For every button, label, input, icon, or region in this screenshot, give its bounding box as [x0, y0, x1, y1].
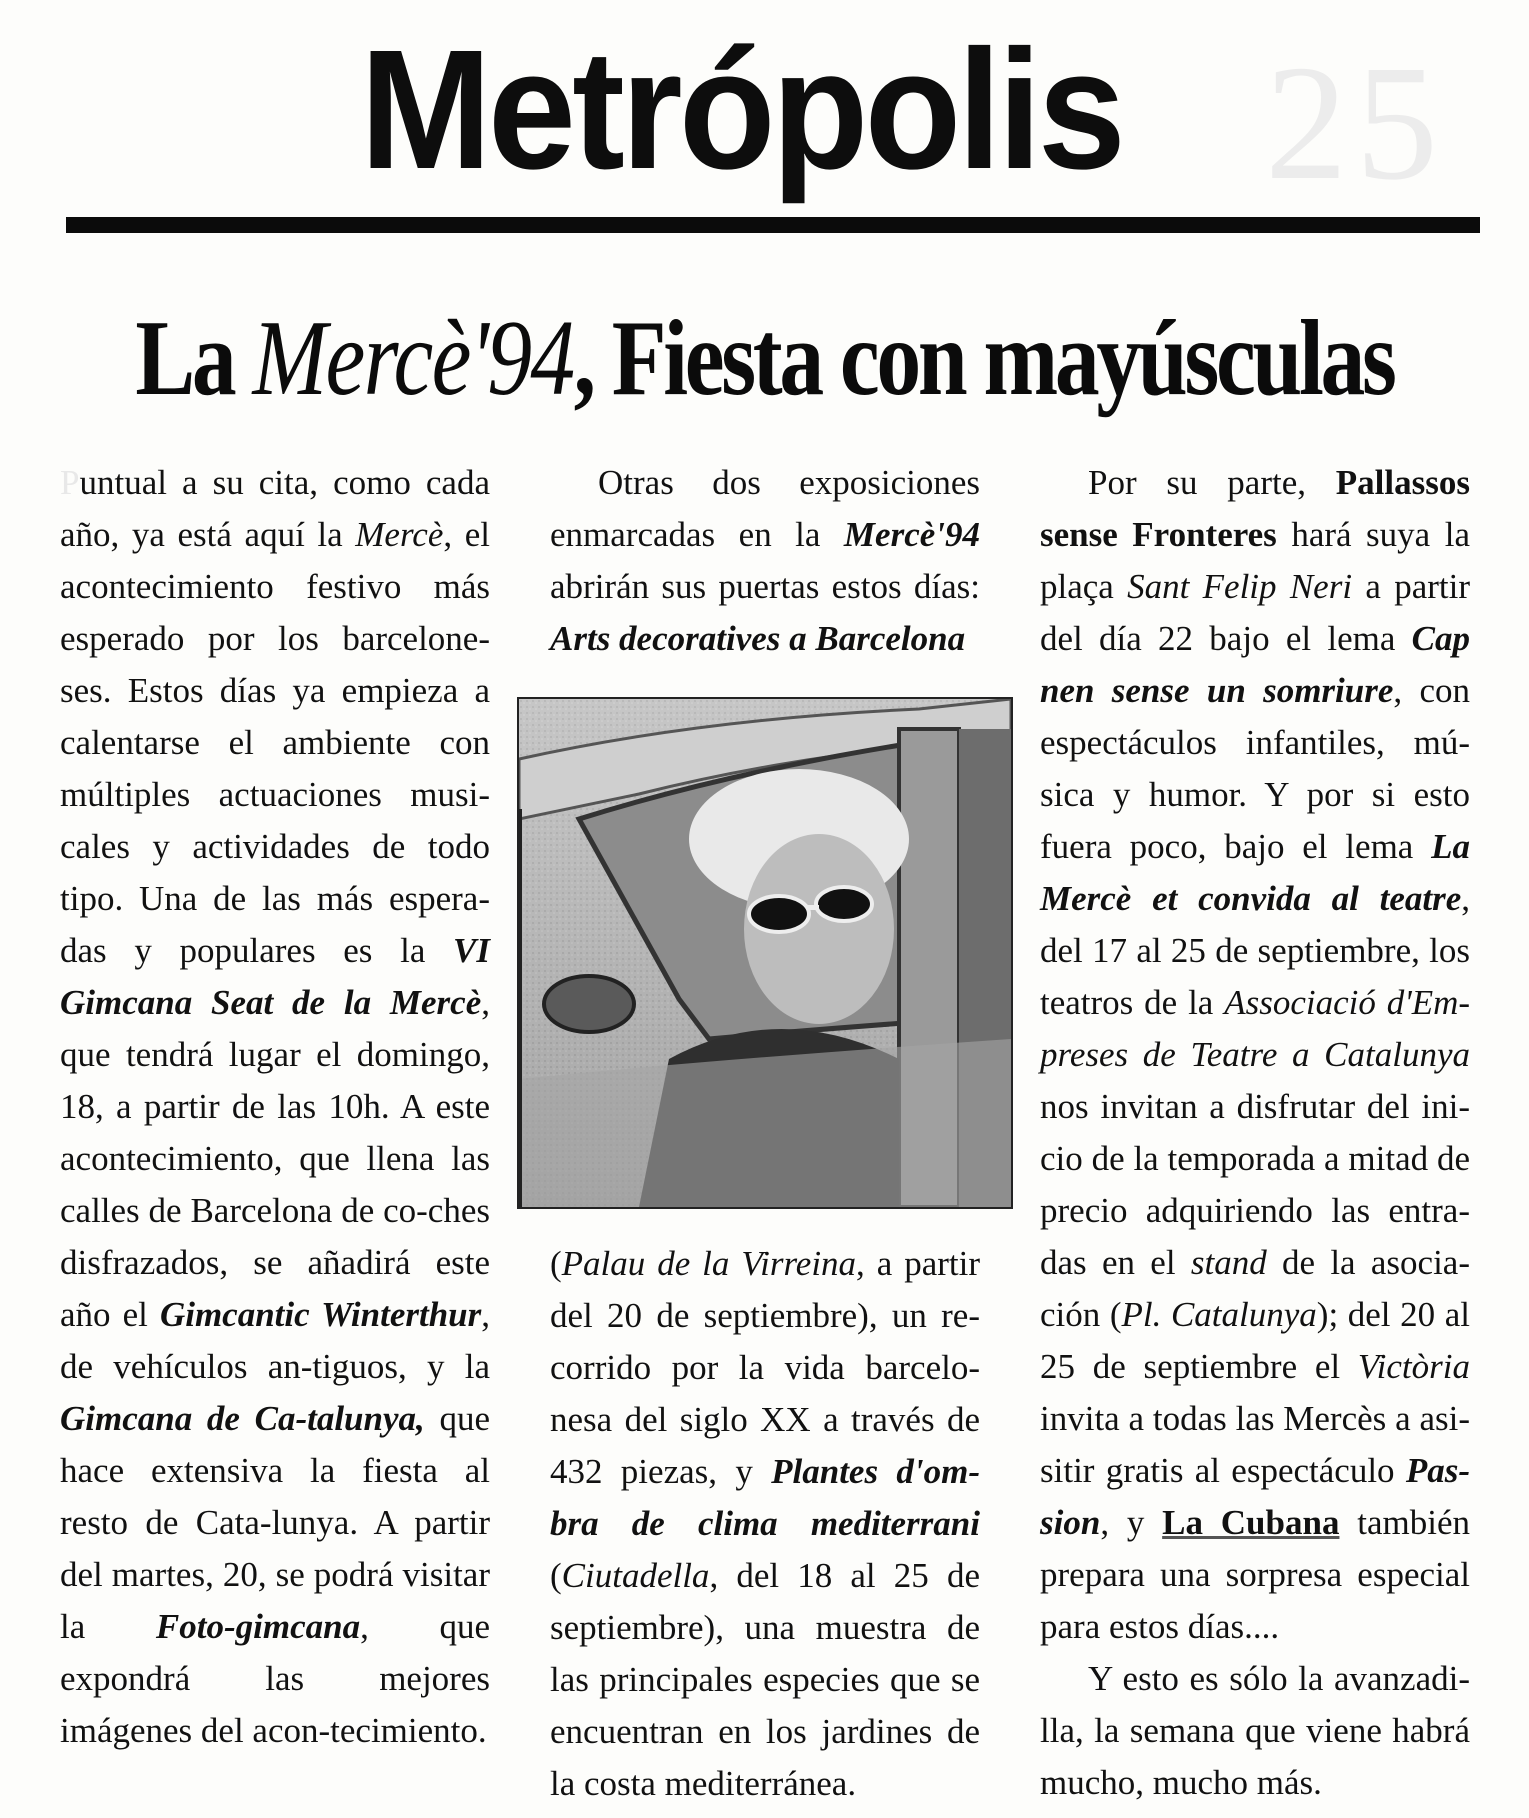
section-title: Metrópolis — [360, 15, 1123, 205]
text-run: , que expondrá las mejores imágenes del acon-tecimiento. — [60, 1607, 490, 1750]
bold-italic-run: VI Gimcana Seat de la Mercè — [60, 931, 490, 1022]
article-column-1 — [60, 457, 490, 1757]
italic-run: Associació d'Em-preses de Teatre a Catalunya — [1040, 983, 1471, 1074]
text-run: , del 18 al 25 de septiembre), una muestra de las principales especies que se encuentran en los jardines de la costa mediterránea. — [550, 1556, 980, 1803]
text-run: untual a su cita, como cada año, ya está aquí la — [60, 463, 490, 554]
text-run: , el acontecimiento festivo más esperado por los barcelone-ses. Estos días ya empieza a calentarse el ambiente con múltiples actuaciones musi-cales y actividades de todo tipo. Una de las más espera-das y populares es la — [60, 515, 490, 970]
italic-run: Sant Felip Neri — [1127, 567, 1353, 606]
page-number: 25 — [1265, 31, 1446, 214]
dropcap: P — [60, 463, 80, 502]
bold-italic-run: La Mercè et convida al teatre — [1040, 827, 1470, 918]
text-run: hará suya la plaça — [1040, 515, 1470, 606]
column-2-paragraph — [550, 457, 980, 665]
text-run: que hace extensiva la fiesta al resto de Cata-lunya. A partir del martes, 20, se podrá visitar la — [60, 1399, 490, 1646]
bold-underlined-run: La Cubana — [1162, 1503, 1340, 1542]
text-run: Otras dos exposiciones enmarcadas en la — [550, 463, 980, 554]
masthead — [0, 0, 1529, 240]
text-run: también prepara una sorpresa especial para estos días.... — [1040, 1503, 1470, 1646]
text-run: Por su parte, — [1088, 463, 1336, 502]
text-run: , del 17 al 25 de septiembre, los teatros de la — [1040, 879, 1470, 1022]
italic-run: Pl. Catalunya — [1121, 1295, 1317, 1334]
text-run: invita a todas las Mercès a asi-sitir gratis al espectáculo — [1040, 1399, 1470, 1490]
article-column-2-top — [550, 457, 980, 665]
column-1-paragraph — [60, 457, 490, 1757]
article-photo — [517, 697, 1013, 1209]
bold-italic-run: Foto-gimcana — [155, 1607, 361, 1646]
bold-italic-run: Pas-sion — [1040, 1451, 1470, 1542]
bold-italic-run: Cap nen sense un somriure — [1040, 619, 1470, 710]
headline-part2: , Fiesta con mayúsculas — [573, 299, 1394, 418]
text-run: , y — [1100, 1503, 1163, 1542]
bold-italic-run: Gimcana de Ca-talunya, — [60, 1399, 425, 1438]
italic-run: Victòria — [1357, 1347, 1470, 1386]
text-run: , a partir del 20 de septiembre), un re-corrido por la vida barcelo-nesa del siglo XX a través de 432 piezas, y — [550, 1244, 980, 1491]
text-run: , con espectáculos infantiles, mú-sica y humor. Y por si esto fuera poco, bajo el lema — [1040, 671, 1470, 866]
headline-italic: Mercè'94 — [252, 299, 574, 418]
text-run: , que tendrá lugar el domingo, 18, a partir de las 10h. A este acontecimiento, que llena las calles de Barcelona de co-ches disfrazados, se añadirá este año el — [60, 983, 490, 1334]
bold-italic-run: Gimcantic Winterthur — [159, 1295, 482, 1334]
headline-part1: La — [135, 299, 253, 418]
text-run: a partir del día 22 bajo el lema — [1040, 567, 1471, 658]
car-woman-photo-illustration — [519, 699, 1011, 1207]
italic-run: stand — [1190, 1243, 1267, 1282]
text-run: , de vehículos an-tiguos, y la — [60, 1295, 490, 1386]
text-run: de la asocia-ción ( — [1040, 1243, 1470, 1334]
bold-italic-run: Plantes d'om-bra de clima mediterrani — [550, 1452, 980, 1543]
article-headline — [130, 300, 1399, 419]
column-3-closing-paragraph: Y esto es sólo la avanzadi-lla, la semana que viene habrá mucho, mucho más. — [1040, 1659, 1470, 1802]
bold-italic-run: Mercè'94 — [843, 515, 980, 554]
article-column-2-bottom — [550, 1238, 980, 1810]
masthead-rule — [66, 217, 1480, 233]
text-run: ); del 20 al 25 de septiembre el — [1040, 1295, 1470, 1386]
text-run: ( — [550, 1244, 562, 1283]
column-3-paragraph — [1040, 457, 1470, 1653]
bold-italic-run: Arts decoratives a Barcelona — [550, 619, 966, 658]
italic-run: Mercè — [355, 515, 444, 554]
column-2-continuation — [550, 1238, 980, 1810]
text-run: abrirán sus puertas estos días: — [550, 567, 980, 606]
bold-run: Pallassos sense Fronteres — [1040, 463, 1470, 554]
article-column-3 — [1040, 457, 1470, 1809]
text-run: ( — [550, 1556, 562, 1595]
italic-run: Palau de la Virreina — [561, 1244, 857, 1283]
text-run: nos invitan a disfrutar del ini-cio de la temporada a mitad de precio adquiriendo las entra-das en el — [1040, 1087, 1470, 1282]
italic-run: Ciutadella — [561, 1556, 710, 1595]
